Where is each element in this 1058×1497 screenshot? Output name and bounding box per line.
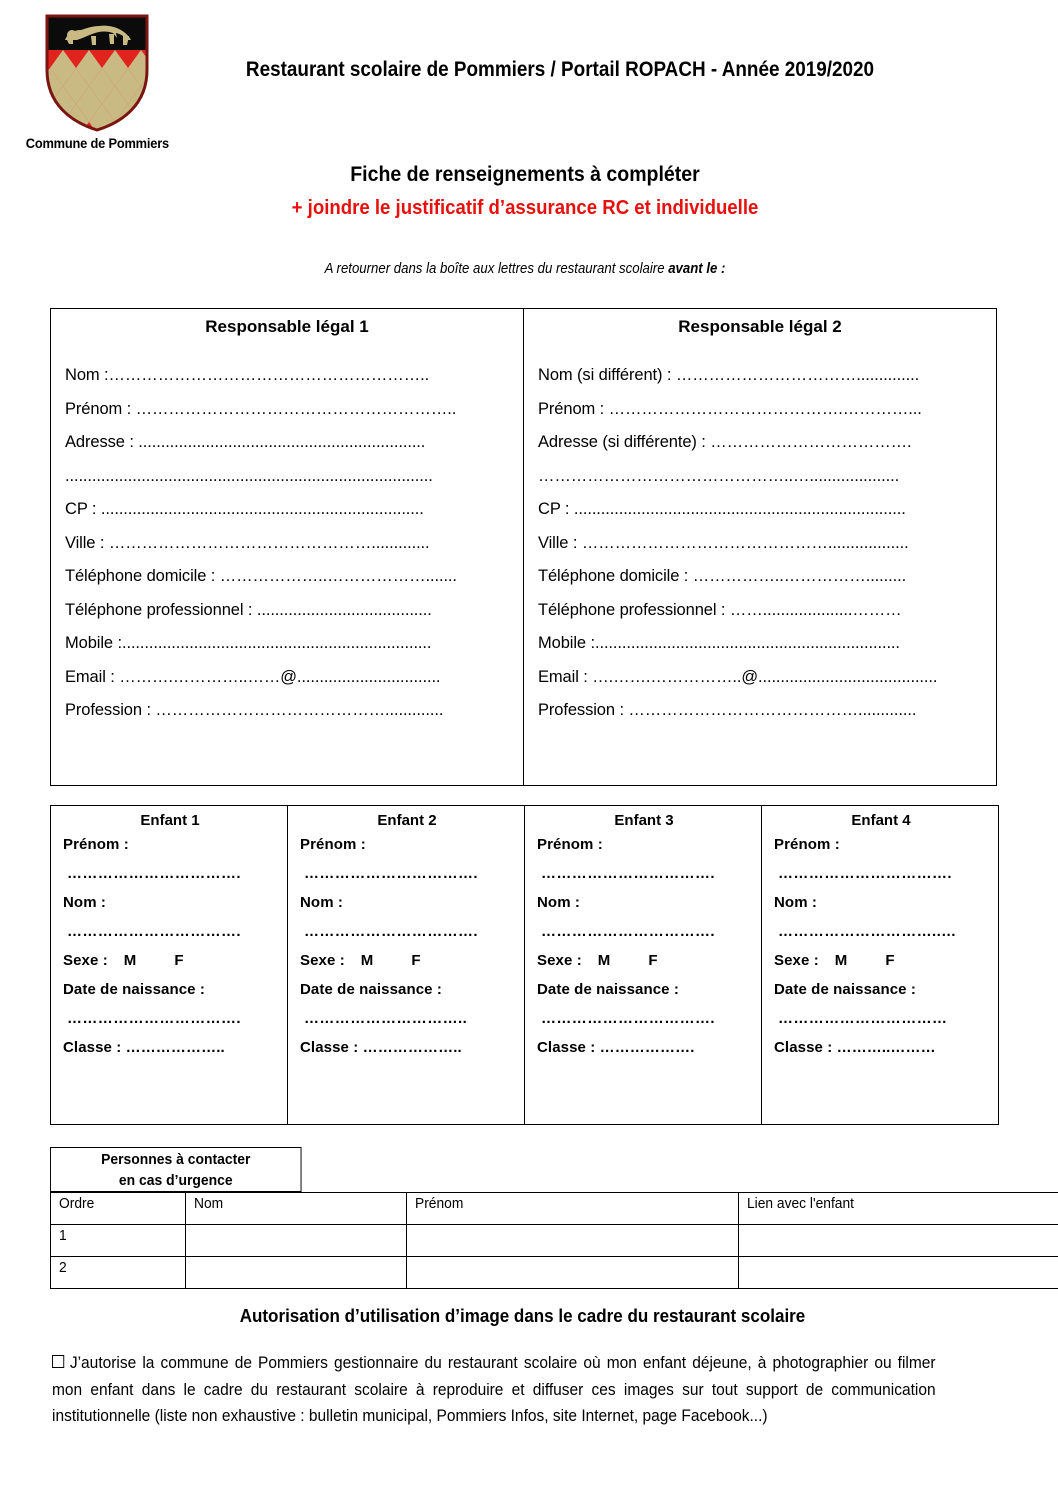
child-prenom-field[interactable]: ……………………………. xyxy=(778,865,952,882)
field-mobile[interactable]: Mobile :.................................................................... xyxy=(538,634,900,652)
child-birthdate-field[interactable]: ……………………………. xyxy=(67,1010,241,1027)
child-sexe-row xyxy=(300,953,514,968)
child-title: Enfant 3 xyxy=(614,812,674,829)
column-header-nom xyxy=(186,1193,407,1225)
table-row xyxy=(51,1225,1058,1257)
cell-prenom[interactable] xyxy=(407,1257,739,1289)
child-classe-field[interactable]: Classe : ………………. xyxy=(537,1039,695,1056)
form-subtitle: Fiche de renseignements à compléter xyxy=(350,163,700,186)
child-prenom-label: Prénom : xyxy=(537,836,603,853)
child-1-cell xyxy=(51,806,288,1125)
child-sexe-male-option[interactable]: M xyxy=(597,952,611,969)
child-birthdate-field[interactable]: …………………………… xyxy=(778,1010,948,1027)
column-header-prenom-label: Prénom xyxy=(415,1195,464,1212)
child-sexe-male-option[interactable]: M xyxy=(834,952,848,969)
table-header-row xyxy=(51,1193,1058,1225)
field-adresse[interactable]: Adresse (si différente) : ………………………………. xyxy=(538,433,912,451)
table-row xyxy=(51,309,997,786)
child-birthdate-label: Date de naissance : xyxy=(63,981,205,998)
field-profession[interactable]: Profession : ……………………………………............. xyxy=(65,701,444,719)
column-header-ordre xyxy=(51,1193,186,1225)
child-prenom-label: Prénom : xyxy=(300,836,366,853)
field-prenom[interactable]: Prénom : …………………………………….…………... xyxy=(538,399,922,418)
cell-ordre xyxy=(51,1257,186,1289)
field-telephone-professionnel[interactable]: Téléphone professionnel : ……....................……… xyxy=(538,600,902,619)
child-sexe-male-option[interactable]: M xyxy=(123,952,137,969)
field-prenom[interactable]: Prénom : ………………………………………………….. xyxy=(65,399,457,418)
child-4-cell xyxy=(762,806,999,1125)
child-sexe-female-option[interactable]: F xyxy=(174,952,184,969)
child-classe-field[interactable]: Classe : ……………….. xyxy=(300,1039,462,1056)
child-2-cell xyxy=(288,806,525,1125)
legal-guardian-2-title: Responsable légal 2 xyxy=(678,317,842,336)
field-email[interactable]: Email : ……….…………..……@................................ xyxy=(65,667,441,686)
child-nom-field[interactable]: ……………………………. xyxy=(304,923,478,940)
field-telephone-domicile[interactable]: Téléphone domicile : ……………..……………......... xyxy=(538,567,907,585)
authorization-checkbox[interactable] xyxy=(52,1355,64,1368)
child-sexe-male-option[interactable]: M xyxy=(360,952,374,969)
child-prenom-field[interactable]: ……………………………. xyxy=(304,865,478,882)
child-nom-label: Nom : xyxy=(63,894,106,911)
column-header-lien-label: Lien avec l'enfant xyxy=(747,1195,854,1212)
child-nom-label: Nom : xyxy=(300,894,343,911)
column-header-lien xyxy=(739,1193,1058,1225)
child-sexe-label: Sexe : xyxy=(63,952,108,969)
field-adresse-cont[interactable]: ………………………………………..….................... xyxy=(538,466,900,485)
field-nom[interactable]: Nom (si différent) : …………………………….............. xyxy=(538,366,920,384)
child-classe-field[interactable]: Classe : ………..……… xyxy=(774,1039,936,1056)
field-telephone-domicile[interactable]: Téléphone domicile : ………………..………………....... xyxy=(65,567,457,585)
child-classe-field[interactable]: Classe : ……………….. xyxy=(63,1039,225,1056)
return-instruction-plain: A retourner dans la boîte aux lettres du restaurant scolaire xyxy=(324,260,669,277)
cell-lien[interactable] xyxy=(739,1225,1058,1257)
insurance-notice: + joindre le justificatif d’assurance RC et individuelle xyxy=(291,197,759,219)
child-sexe-female-option[interactable]: F xyxy=(411,952,421,969)
field-adresse[interactable]: Adresse : ................................................................ xyxy=(65,433,426,451)
legal-guardian-2-cell xyxy=(524,309,997,786)
field-nom[interactable]: Nom :………………………………………………….. xyxy=(65,366,430,384)
document-header xyxy=(0,0,1058,300)
child-prenom-label: Prénom : xyxy=(63,836,129,853)
child-sexe-label: Sexe : xyxy=(774,952,819,969)
cell-ordre xyxy=(51,1225,186,1257)
field-adresse-cont[interactable]: .................................................................................. xyxy=(65,466,433,485)
column-header-prenom xyxy=(407,1193,739,1225)
child-title: Enfant 4 xyxy=(851,812,911,829)
emergency-contacts-title-box xyxy=(50,1147,302,1192)
child-sexe-row xyxy=(63,953,277,968)
child-birthdate-label: Date de naissance : xyxy=(537,981,679,998)
cell-prenom[interactable] xyxy=(407,1225,739,1257)
child-nom-label: Nom : xyxy=(537,894,580,911)
return-instruction-deadline: avant le : xyxy=(668,260,726,277)
cell-ordre-value: 1 xyxy=(59,1227,67,1244)
child-prenom-label: Prénom : xyxy=(774,836,840,853)
child-nom-field[interactable]: …………………………..… xyxy=(778,923,957,940)
field-telephone-professionnel[interactable]: Téléphone professionnel : ....................................... xyxy=(65,600,432,619)
child-title: Enfant 1 xyxy=(140,812,200,829)
child-nom-label: Nom : xyxy=(774,894,817,911)
legal-guardian-1-cell xyxy=(51,309,524,786)
child-birthdate-label: Date de naissance : xyxy=(774,981,916,998)
children-table xyxy=(50,805,999,1125)
image-authorization-title: Autorisation d’utilisation d’image dans le cadre du restaurant scolaire xyxy=(239,1305,806,1326)
crest-caption: Commune de Pommiers xyxy=(25,136,169,151)
child-birthdate-label: Date de naissance : xyxy=(300,981,442,998)
child-sexe-row xyxy=(774,953,988,968)
return-instruction xyxy=(177,260,872,277)
child-prenom-field[interactable]: ……………………………. xyxy=(541,865,715,882)
field-profession[interactable]: Profession : ……………………………………............. xyxy=(538,701,917,719)
emergency-contacts-table xyxy=(50,1192,1058,1289)
cell-ordre-value: 2 xyxy=(59,1259,67,1276)
field-cp[interactable]: CP : ........................................................................ xyxy=(65,500,424,518)
legal-guardians-table xyxy=(50,308,997,786)
cell-nom[interactable] xyxy=(186,1225,407,1257)
table-row xyxy=(51,1257,1058,1289)
field-email[interactable]: Email : ….…….……………..@........................................ xyxy=(538,667,938,686)
coat-of-arms-icon xyxy=(43,12,151,134)
child-3-cell xyxy=(525,806,762,1125)
cell-nom[interactable] xyxy=(186,1257,407,1289)
legal-guardian-1-title: Responsable légal 1 xyxy=(205,317,369,336)
cell-lien[interactable] xyxy=(739,1257,1058,1289)
field-mobile[interactable]: Mobile :..................................................................... xyxy=(65,634,432,652)
child-title: Enfant 2 xyxy=(377,812,437,829)
table-row xyxy=(51,806,999,1125)
commune-crest xyxy=(22,12,172,151)
child-sexe-female-option[interactable]: F xyxy=(648,952,658,969)
field-cp[interactable]: CP : .......................................................................... xyxy=(538,500,906,518)
child-sexe-row xyxy=(537,953,751,968)
child-sexe-label: Sexe : xyxy=(300,952,345,969)
child-nom-field[interactable]: ……………………………. xyxy=(541,923,715,940)
child-nom-field[interactable]: ……………………………. xyxy=(67,923,241,940)
child-birthdate-field[interactable]: ……………………………. xyxy=(541,1010,715,1027)
emergency-contacts-title-line1: Personnes à contacter xyxy=(101,1152,251,1168)
image-authorization-paragraph xyxy=(52,1350,936,1430)
column-header-nom-label: Nom xyxy=(194,1195,224,1212)
image-authorization-body: J’autorise la commune de Pommiers gestionnaire du restaurant scolaire où mon enfant déjeune, à photographier ou filmer mon enfant dans le cadre du restaurant scolaire à reproduire et diffuser ces images sur tout support de communication institutionnelle (liste non exhaustive : bulletin municipal, Pommiers Infos, site Internet, page Facebook...) xyxy=(52,1354,936,1426)
field-ville[interactable]: Ville : …………………………………………............. xyxy=(65,533,430,552)
child-prenom-field[interactable]: ……………………………. xyxy=(67,865,241,882)
column-header-ordre-label: Ordre xyxy=(59,1195,95,1212)
child-sexe-label: Sexe : xyxy=(537,952,582,969)
page-title: Restaurant scolaire de Pommiers / Portail ROPACH - Année 2019/2020 xyxy=(245,58,875,81)
field-ville[interactable]: Ville : ……………………………………….................. xyxy=(538,533,909,552)
child-birthdate-field[interactable]: ………………………….. xyxy=(304,1010,468,1027)
child-sexe-female-option[interactable]: F xyxy=(885,952,895,969)
emergency-contacts-title-line2: en cas d’urgence xyxy=(118,1173,233,1190)
